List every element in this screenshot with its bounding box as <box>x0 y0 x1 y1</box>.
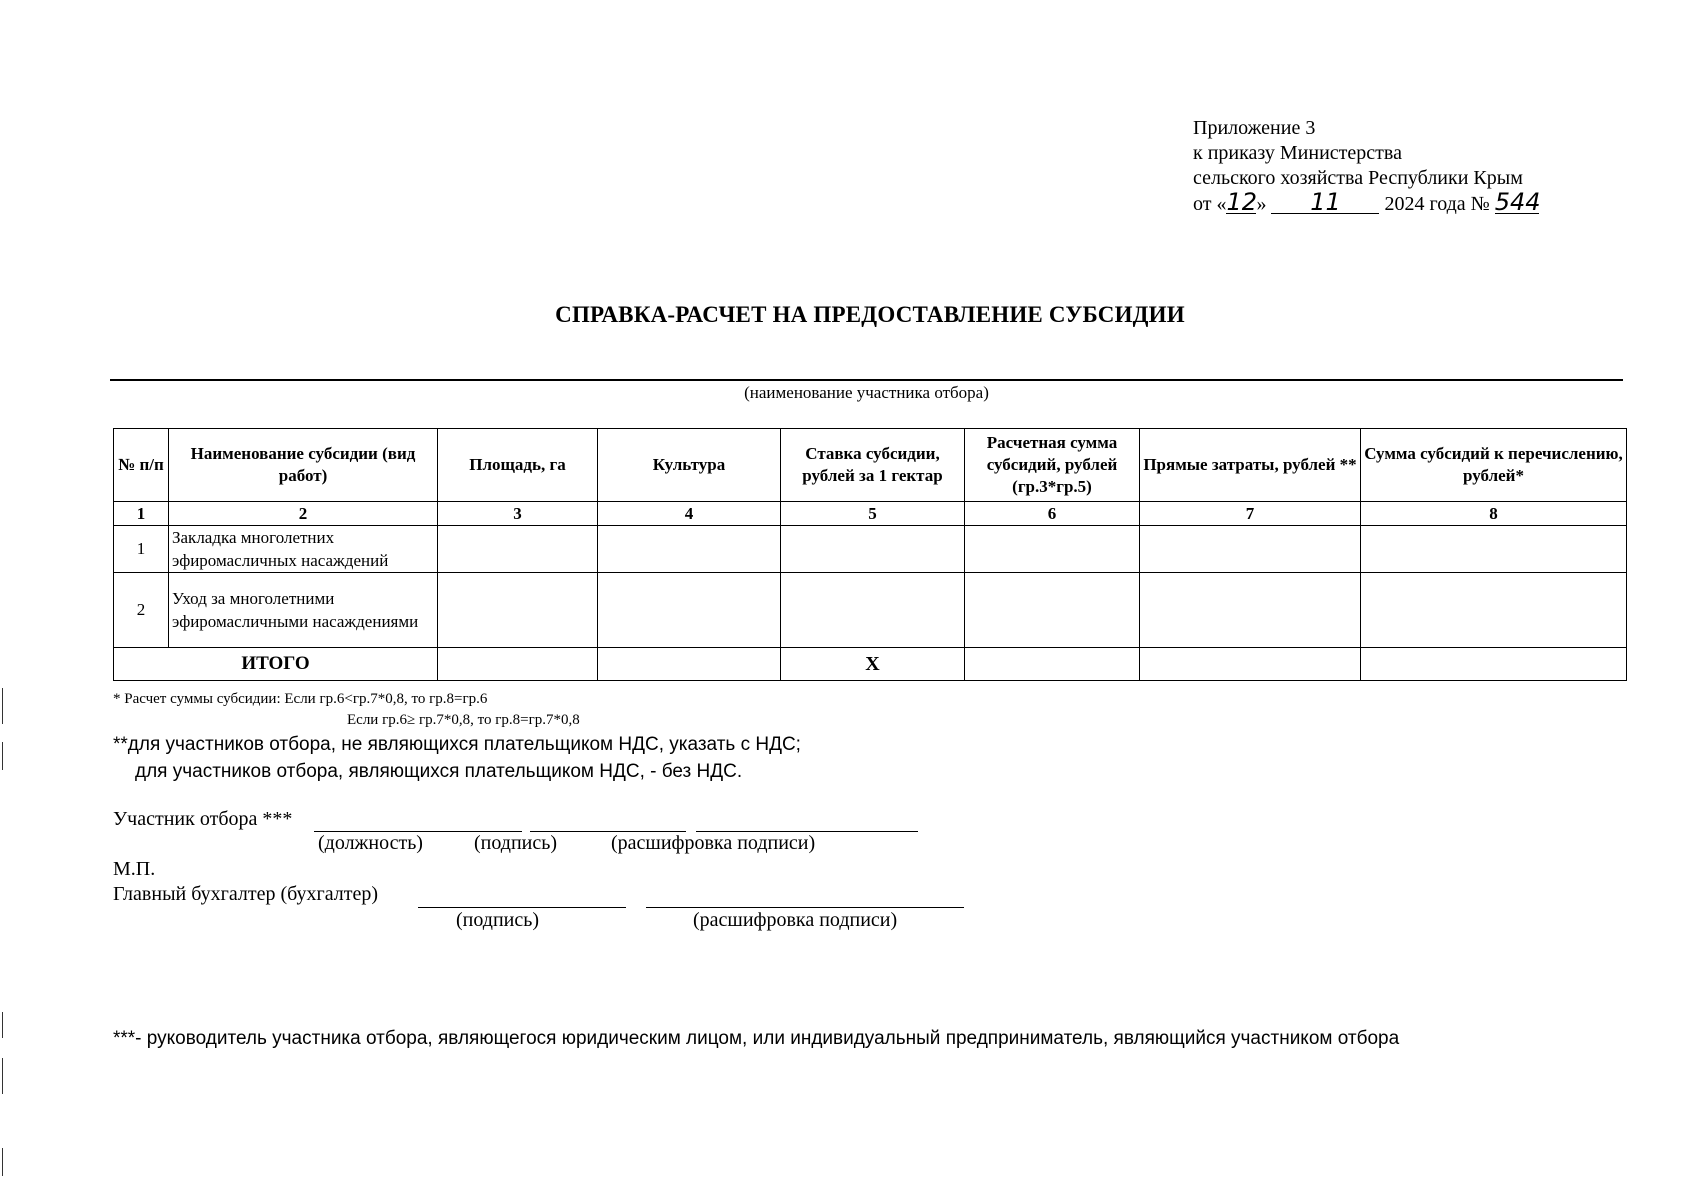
column-number: 7 <box>1140 502 1361 526</box>
cell-direct-costs[interactable] <box>1140 526 1361 573</box>
annex-from-prefix: от « <box>1193 193 1227 215</box>
header-cell: Сумма субсидий к перечислению, рублей* <box>1361 429 1627 502</box>
cell-area[interactable] <box>438 526 598 573</box>
cell-calc-sum[interactable] <box>965 573 1140 648</box>
column-number: 8 <box>1361 502 1627 526</box>
accountant-signature-blank[interactable] <box>418 906 626 908</box>
column-number: 2 <box>169 502 438 526</box>
cell-crop[interactable] <box>598 526 781 573</box>
table-row <box>114 526 1627 573</box>
cell-rate[interactable] <box>781 573 965 648</box>
calc-footnote-line-2: Если гр.6≥ гр.7*0,8, то гр.8=гр.7*0,8 <box>347 712 580 728</box>
annex-line-2: к приказу Министерства <box>1193 142 1402 164</box>
caption-position: (должность) <box>318 832 423 854</box>
row-number: 2 <box>114 573 169 648</box>
annex-number: 544 <box>1494 188 1541 216</box>
scan-mark <box>2 1148 3 1176</box>
cell-crop[interactable] <box>598 573 781 648</box>
header-cell: Расчетная сумма субсидий, рублей (гр.3*гр.5) <box>965 429 1140 502</box>
annex-line-3: сельского хозяйства Республики Крым <box>1193 167 1523 189</box>
accountant-decoding-blank[interactable] <box>646 906 964 908</box>
header-cell: Площадь, га <box>438 429 598 502</box>
cell-direct-costs[interactable] <box>1140 573 1361 648</box>
table-row <box>114 573 1627 648</box>
cell-transfer-sum[interactable] <box>1361 526 1627 573</box>
vat-footnote-line-2: для участников отбора, являющихся плательщиком НДС, - без НДС. <box>135 761 743 782</box>
cell-transfer-sum[interactable] <box>1361 573 1627 648</box>
cell-area[interactable] <box>438 573 598 648</box>
column-number-row <box>114 502 1627 526</box>
header-cell: Ставка субсидии, рублей за 1 гектар <box>781 429 965 502</box>
cell-calc-sum[interactable] <box>965 526 1140 573</box>
cell-rate[interactable] <box>781 526 965 573</box>
calc-footnote-line-1: * Расчет суммы субсидии: Если гр.6<гр.7*0,8, то гр.8=гр.6 <box>113 691 488 707</box>
annex-day: 12 <box>1226 188 1258 216</box>
header-cell: Наименование субсидии (вид работ) <box>169 429 438 502</box>
document-title: СПРАВКА-РАСЧЕТ НА ПРЕДОСТАВЛЕНИЕ СУБСИДИИ <box>555 302 1185 327</box>
total-direct-costs[interactable] <box>1140 648 1361 681</box>
column-number: 6 <box>965 502 1140 526</box>
row-name: Уход за многолетними эфиромасличными насаждениями <box>169 573 438 648</box>
head-footnote: ***- руководитель участника отбора, являющегося юридическим лицом, или индивидуальный предприниматель, являющийся участником отбора <box>113 1028 1400 1049</box>
annex-line-1: Приложение 3 <box>1193 117 1316 139</box>
column-number: 4 <box>598 502 781 526</box>
total-rate-mark: Х <box>781 648 965 681</box>
header-cell: Культура <box>598 429 781 502</box>
annex-month: 11 <box>1271 191 1379 214</box>
stamp-label: М.П. <box>113 858 156 880</box>
total-area[interactable] <box>438 648 598 681</box>
subsidy-table <box>113 428 1627 681</box>
scan-mark <box>2 742 3 770</box>
participant-label: Участник отбора *** <box>113 808 293 830</box>
acc-caption-signature: (подпись) <box>456 909 540 931</box>
total-label: ИТОГО <box>114 648 438 681</box>
table-header-row <box>114 429 1627 502</box>
annex-date-line <box>1193 188 1541 217</box>
participant-caption: (наименование участника отбора) <box>744 383 989 402</box>
vat-footnote <box>113 731 801 785</box>
vat-footnote-line-1: **для участников отбора, не являющихся плательщиком НДС, указать с НДС; <box>113 734 801 755</box>
column-number: 5 <box>781 502 965 526</box>
scan-mark <box>2 1058 3 1094</box>
scan-mark <box>2 1012 3 1038</box>
calc-footnote <box>113 689 580 731</box>
caption-decoding: (расшифровка подписи) <box>611 832 816 854</box>
annex-year-text: 2024 года № <box>1384 193 1490 215</box>
total-transfer-sum[interactable] <box>1361 648 1627 681</box>
header-cell: № п/п <box>114 429 169 502</box>
caption-signature: (подпись) <box>474 832 558 854</box>
accountant-label: Главный бухгалтер (бухгалтер) <box>113 883 379 905</box>
column-number: 1 <box>114 502 169 526</box>
acc-caption-decoding: (расшифровка подписи) <box>693 909 898 931</box>
total-calc-sum[interactable] <box>965 648 1140 681</box>
column-number: 3 <box>438 502 598 526</box>
header-cell: Прямые затраты, рублей ** <box>1140 429 1361 502</box>
annex-quote-close: » <box>1256 193 1267 215</box>
total-row <box>114 648 1627 681</box>
scan-mark <box>2 688 3 724</box>
participant-name-line <box>110 379 1623 381</box>
row-number: 1 <box>114 526 169 573</box>
annex-block <box>1193 116 1539 217</box>
total-crop[interactable] <box>598 648 781 681</box>
row-name: Закладка многолетних эфиромасличных насаждений <box>169 526 438 573</box>
